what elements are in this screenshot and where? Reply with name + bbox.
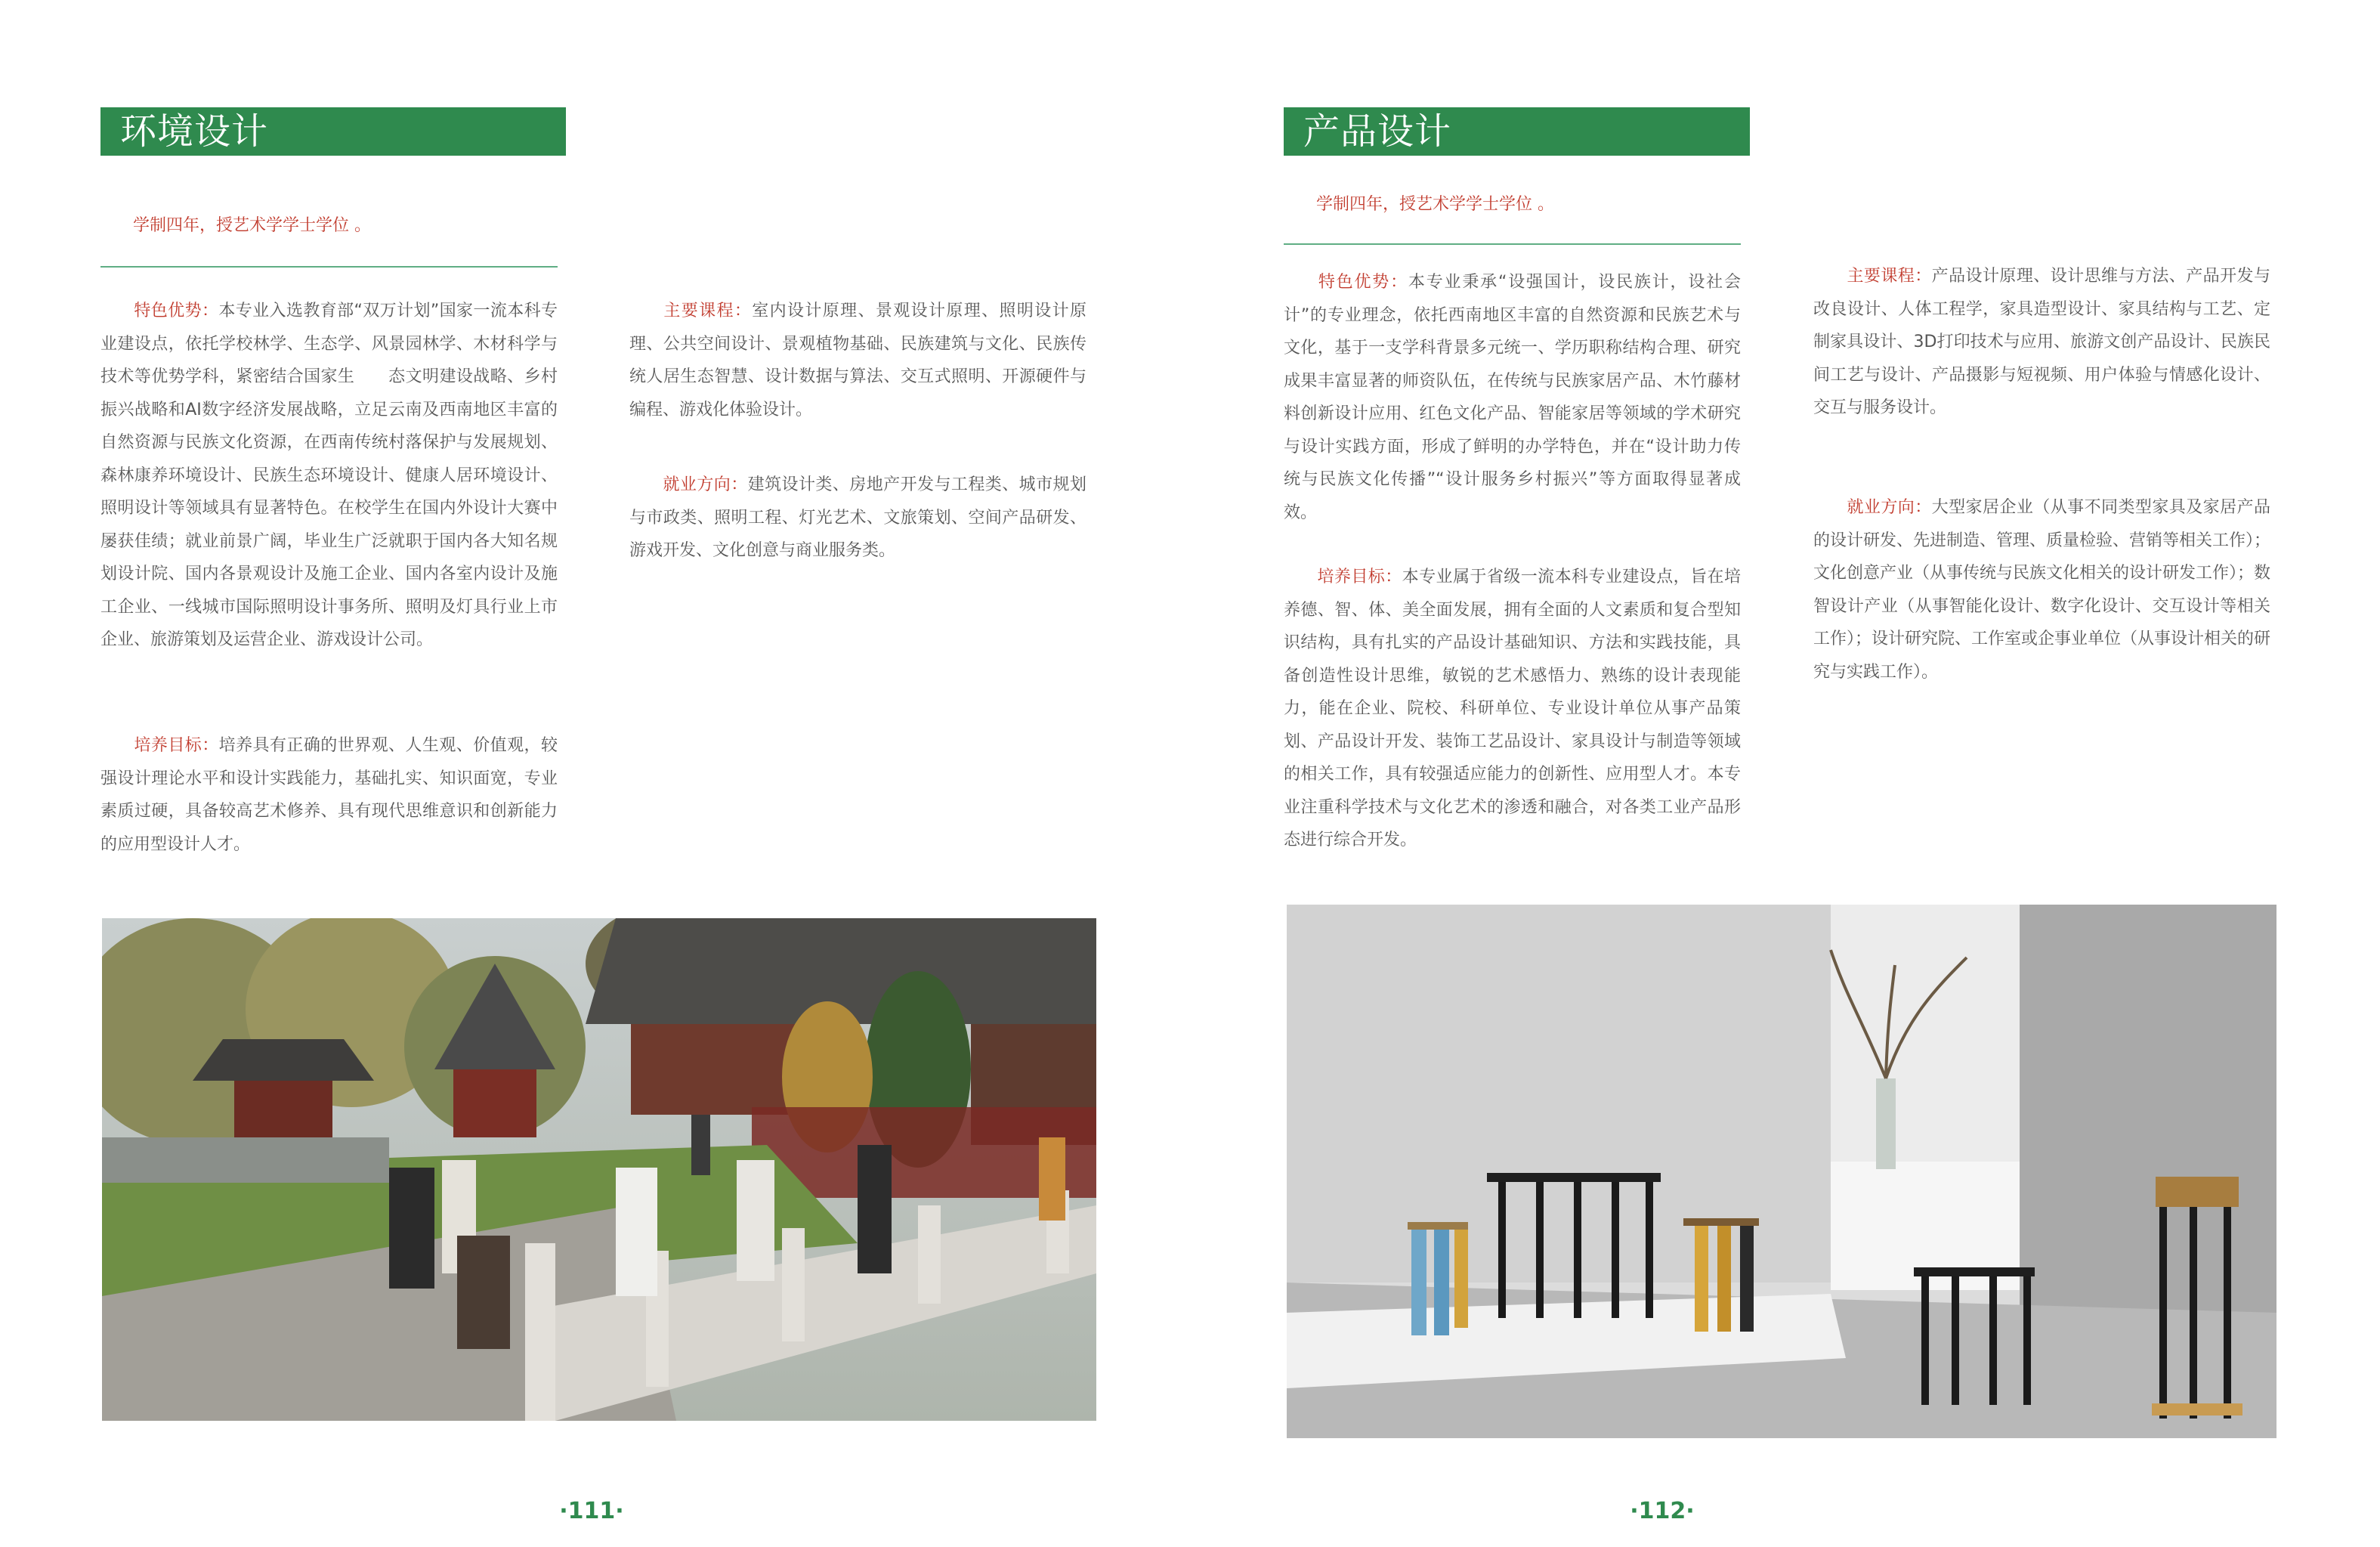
careers-paragraph — [629, 469, 1086, 568]
goal-paragraph — [100, 729, 558, 861]
careers-text: 大型家居企业（从事不同类型家具及家居产品的设计研发、先进制造、管理、质量检验、营销等相关工作）；文化创意产业（从事传统与民族文化相关的设计研发工作）；数智设计产业（从事智能化设计、数字化设计、交互设计等相关工作）；设计研究院、工作室或企事业单位（从事设计相关的研究与实践工作）。 — [1813, 498, 2271, 682]
courses-label: 主要课程： — [663, 302, 753, 320]
courses-text: 产品设计原理、设计思维与方法、产品开发与改良设计、人体工程学，家具造型设计、家具结构与工艺、定制家具设计、3D打印技术与应用、旅游文创产品设计、民族民间工艺与设计、产品摄影与短视频、用户体验与情感化设计、交互与服务设计。 — [1813, 267, 2270, 417]
features-paragraph — [100, 295, 558, 657]
page-title: 环境设计 — [100, 107, 566, 156]
goal-label: 培养目标： — [1317, 568, 1402, 586]
degree-info: 学制四年，授艺术学学士学位 。 — [1316, 195, 1554, 214]
careers-text: 建筑设计类、房地产开发与工程类、城市规划与市政类、照明工程、灯光艺术、文旅策划、空间产品研发、游戏开发、文化创意与商业服务类。 — [629, 475, 1086, 560]
careers-label: 就业方向： — [663, 475, 748, 494]
page-number: ·112· — [1630, 1498, 1695, 1524]
right-page — [1190, 0, 2380, 1547]
features-label: 特色优势： — [134, 302, 219, 320]
degree-info: 学制四年，授艺术学学士学位 。 — [133, 216, 371, 235]
goal-text: 培养具有正确的世界观、人生观、价值观，较强设计理论水平和设计实践能力，基础扎实、知识面宽，专业素质过硬，具备较高艺术修养、具有现代思维意识和创新能力的应用型设计人才。 — [100, 736, 558, 854]
goal-paragraph — [1284, 561, 1741, 857]
page-title: 产品设计 — [1284, 107, 1750, 156]
careers-label: 就业方向： — [1847, 498, 1932, 517]
section-divider — [100, 266, 558, 268]
section-divider — [1284, 243, 1741, 245]
courses-paragraph — [629, 295, 1086, 426]
page-number: ·111· — [559, 1498, 624, 1524]
courses-text: 室内设计原理、景观设计原理、照明设计原理、公共空间设计、景观植物基础、民族建筑与文化、民族传统人居生态智慧、设计数据与算法、交互式照明、开源硬件与编程、游戏化体验设计。 — [629, 302, 1086, 419]
goal-label: 培养目标： — [134, 736, 219, 755]
careers-paragraph — [1813, 491, 2270, 688]
campus-sketching-photo — [102, 918, 1096, 1421]
features-label: 特色优势： — [1317, 273, 1408, 292]
courses-label: 主要课程： — [1847, 267, 1932, 286]
goal-text: 本专业属于省级一流本科专业建设点，旨在培养德、智、体、美全面发展，拥有全面的人文素质和复合型知识结构，具有扎实的产品设计基础知识、方法和实践技能，具备创造性设计思维，敏锐的艺术感悟力、熟练的设计表现能力，能在企业、院校、科研单位、专业设计单位从事产品策划、产品设计开发、装饰工艺品设计、家具设计与制造等领域的相关工作，具有较强适应能力的创新性、应用型人才。本专业注重科学技术与文化艺术的渗透和融合，对各类工业产品形态进行综合开发。 — [1284, 568, 1741, 849]
courses-paragraph — [1813, 260, 2270, 425]
features-text: 本专业秉承“设强国计，设民族计，设社会计”的专业理念，依托西南地区丰富的自然资源和民族艺术与文化，基于一支学科背景多元统一、学历职称结构合理、研究成果丰富显著的师资队伍，在传统与民族家居产品、木竹藤材料创新设计应用、红色文化产品、智能家居等领域的学术研究与设计实践方面，形成了鲜明的办学特色，并在“设计助力传统与民族文化传播”“设计服务乡村振兴”等方面取得显著成效。 — [1284, 273, 1741, 522]
features-paragraph — [1284, 266, 1741, 529]
furniture-exhibit-photo — [1287, 905, 2276, 1438]
features-text: 本专业入选教育部“双万计划”国家一流本科专业建设点，依托学校林学、生态学、风景园林学、木材科学与技术等优势学科，紧密结合国家生 态文明建设战略、乡村振兴战略和AI数字经济发展战略，立足云南及西南地区丰富的自然资源与民族文化资源，在西南传统村落保护与发展规划、森林康养环境设计、民族生态环境设计、健康人居环境设计、照明设计等领域具有显著特色。在校学生在国内外设计大赛中屡获佳绩；就业前景广阔，毕业生广泛就职于国内各大知名规划设计院、国内各景观设计及施工企业、国内各室内设计及施工企业、一线城市国际照明设计事务所、照明及灯具行业上市企业、旅游策划及运营企业、游戏设计公司。 — [100, 302, 558, 649]
